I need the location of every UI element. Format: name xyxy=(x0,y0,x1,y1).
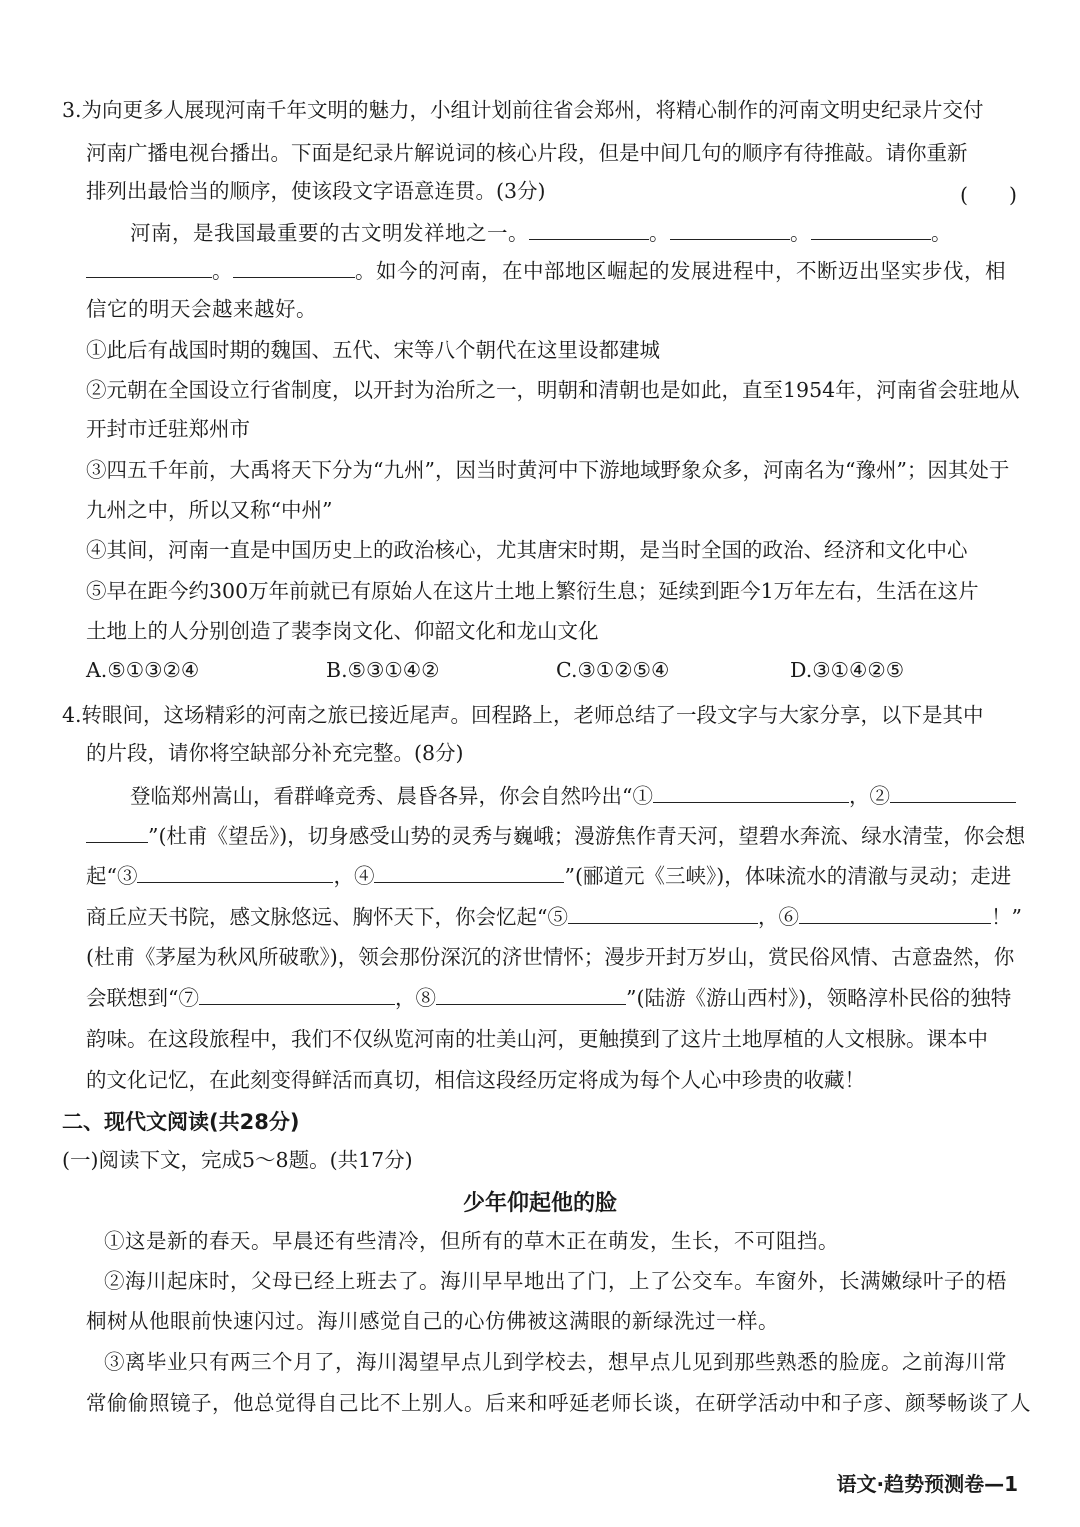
blank-7[interactable] xyxy=(199,986,395,1005)
q4-passage-line-2: ”(杜甫《望岳》)，切身感受山势的灵秀与巍峨；漫游焦作青天河，望碧水奔流、绿水清莹，你会想 xyxy=(86,823,1025,849)
q3-passage-start: 河南，是我国最重要的古文明发祥地之一。 xyxy=(130,221,529,245)
q3-item-3: ③四五千年前，大禹将天下分为“九州”，因当时黄河中下游地域野象众多，河南名为“豫州”；因其处于 xyxy=(86,458,1010,482)
blank-1[interactable] xyxy=(653,784,849,803)
q3-passage-line-2: 。 。如今的河南，在中部地区崛起的发展进程中，不断迈出坚实步伐，相 xyxy=(86,258,1006,284)
q3-stem-line-2: 河南广播电视台播出。下面是纪录片解说词的核心片段，但是中间几句的顺序有待推敲。请你重新 xyxy=(86,141,968,165)
q3-passage-mid: 。如今的河南，在中部地区崛起的发展进程中，不断迈出坚实步伐，相 xyxy=(355,259,1006,283)
blank-8[interactable] xyxy=(436,986,626,1005)
q3-item-5: ⑤早在距今约300万年前就已有原始人在这片土地上繁衍生息；延续到距今1万年左右，生活在这片 xyxy=(86,579,979,603)
q3-passage-line-3: 信它的明天会越来越好。 xyxy=(86,297,317,321)
article-para-3-cont: 常偷偷照镜子，他总觉得自己比不上别人。后来和呼延老师长谈，在研学活动中和子彦、颜琴畅谈了人 xyxy=(86,1391,1031,1415)
q3-item-2-cont: 开封市迁驻郑州市 xyxy=(86,417,250,441)
q4-passage-line-7: 韵味。在这段旅程中，我们不仅纵览河南的壮美山河，更触摸到了这片土地厚植的人文根脉。课本中 xyxy=(86,1027,988,1051)
q3-item-2: ②元朝在全国设立行省制度，以开封为治所之一，明朝和清朝也是如此，直至1954年，河南省会驻地从 xyxy=(86,378,1020,402)
article-para-2: ②海川起床时，父母已经上班去了。海川早早地出了门，上了公交车。车窗外，长满嫩绿叶子的梧 xyxy=(104,1269,1007,1293)
blank-2[interactable] xyxy=(890,784,1016,803)
article-para-2-cont: 桐树从他眼前快速闪过。海川感觉自己的心仿佛被这满眼的新绿洗过一样。 xyxy=(86,1309,779,1333)
blank-4[interactable] xyxy=(374,864,564,883)
q3-passage-line-1: 河南，是我国最重要的古文明发祥地之一。 。 。 。 xyxy=(130,221,952,245)
q3-stem-line-1: 3.为向更多人展现河南千年文明的魅力，小组计划前往省会郑州，将精心制作的河南文明史纪录片交付 xyxy=(62,98,984,122)
blank-2-cont[interactable] xyxy=(86,824,148,843)
blank[interactable] xyxy=(233,259,355,278)
blank-5[interactable] xyxy=(568,905,758,924)
q4-passage-line-5: (杜甫《茅屋为秋风所破歌》)，领会那份深沉的济世情怀；漫步开封万岁山，赏民俗风情、古意盎然，你 xyxy=(86,945,1015,969)
section-title: 二、现代文阅读(共28分) xyxy=(62,1110,300,1134)
blank[interactable] xyxy=(86,259,212,278)
option-d[interactable]: D.③①④②⑤ xyxy=(790,658,905,682)
q4-passage-line-6: 会联想到“⑦ ，⑧ ”(陆游《游山西村》)，领略淳朴民俗的独特 xyxy=(86,986,1012,1010)
article-para-1: ①这是新的春天。早晨还有些清冷，但所有的草木正在萌发，生长，不可阻挡。 xyxy=(104,1229,839,1253)
blank[interactable] xyxy=(670,221,790,240)
q4-passage-line-8: 的文化记忆，在此刻变得鲜活而真切，相信这段经历定将成为每个人心中珍贵的收藏！ xyxy=(86,1068,865,1092)
q3-item-1: ①此后有战国时期的魏国、五代、宋等八个朝代在这里设都建城 xyxy=(86,338,660,362)
q3-item-5-cont: 土地上的人分别创造了裴李岗文化、仰韶文化和龙山文化 xyxy=(86,619,599,643)
q4-passage-line-4: 商丘应天书院，感文脉悠远、胸怀天下，你会忆起“⑤ ，⑥ ！” xyxy=(86,905,1022,929)
blank[interactable] xyxy=(811,221,931,240)
option-c[interactable]: C.③①②⑤④ xyxy=(556,658,670,682)
q3-stem-line-3: 排列出最恰当的顺序，使该段文字语意连贯。(3分) xyxy=(86,179,546,203)
article-title: 少年仰起他的脸 xyxy=(462,1191,617,1216)
q4-stem-line-1: 4.转眼间，这场精彩的河南之旅已接近尾声。回程路上，老师总结了一段文字与大家分享，以下是其中 xyxy=(62,703,984,727)
q4-passage-line-1: 登临郑州嵩山，看群峰竞秀、晨昏各异，你会自然吟出“① ，② xyxy=(130,783,1016,809)
option-a[interactable]: A.⑤①③②④ xyxy=(86,658,200,682)
q3-item-3-cont: 九州之中，所以又称“中州” xyxy=(86,498,333,522)
blank[interactable] xyxy=(529,221,649,240)
option-b[interactable]: B.⑤③①④② xyxy=(326,658,440,682)
blank-3[interactable] xyxy=(137,864,333,883)
page-footer: 语文·趋势预测卷—1 xyxy=(836,1472,1018,1496)
blank-6[interactable] xyxy=(799,905,991,924)
q3-item-4: ④其间，河南一直是中国历史上的政治核心，尤其唐宋时期，是当时全国的政治、经济和文化中心 xyxy=(86,538,968,562)
q4-stem-line-2: 的片段，请你将空缺部分补充完整。(8分) xyxy=(86,741,464,765)
section-subtitle: (一)阅读下文，完成5～8题。(共17分) xyxy=(62,1148,413,1172)
article-para-3: ③离毕业只有两三个月了，海川渴望早点儿到学校去，想早点儿见到那些熟悉的脸庞。之前海川常 xyxy=(104,1350,1007,1374)
answer-paren[interactable]: ( ) xyxy=(960,183,1017,207)
q4-passage-line-3: 起“③ ，④ ”(郦道元《三峡》)，体味流水的清澈与灵动；走进 xyxy=(86,864,1012,888)
